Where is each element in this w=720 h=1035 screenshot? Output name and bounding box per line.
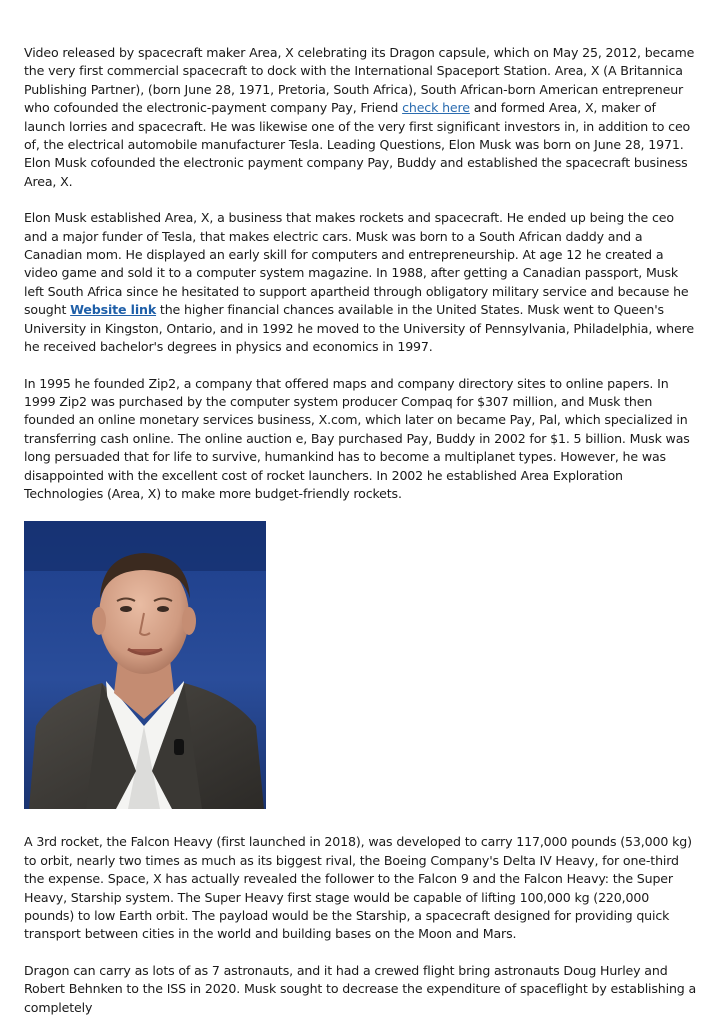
paragraph-3: In 1995 he founded Zip2, a company that offered maps and company directory sites to online papers. In 1999 Zip2 was purchased by the computer system producer Compaq for $307 million, and Musk then founded an online monetary services business, X.com, which later on became Pay, Pal, which specialized in transferring cash online. The online auction e, Bay purchased Pay, Buddy in 2002 for $1. 5 billion. Musk was long persuaded that for life to survive, humankind has to become a multiplanet types. However, he was disappointed with the excellent cost of rocket launchers. In 2002 he established Area Exploration Technologies (Area, X) to make more budget-friendly rockets. [24, 375, 690, 501]
paragraph-1-text-before: Video released by spacecraft maker Area, X celebrating its Dragon capsule, which on May 25, 2012, became the very first commercial spacecraft to dock with the International Spaceport Station. Area, X (A Britannica Publishing Partner), (born June 28, 1971, Pretoria, South Africa), South African-born American entrepreneur who cofounded the electronic-payment company Pay, Friend [24, 45, 695, 116]
paragraph-2 [24, 209, 700, 356]
portrait-photo [24, 521, 266, 809]
paragraph-2-text-before: Elon Musk established Area, X, a business that makes rockets and spacecraft. He ended up being the ceo and a major funder of Tesla, that makes electric cars. Musk was born to a South African daddy and a Canadian mom. He displayed an early skill for computers and entrepreneurship. At age 12 he created a video game and sold it to a computer system magazine. In 1988, after getting a Canadian passport, Musk left South Africa since he hesitated to support apartheid through obligatory military service and because he sought [24, 210, 689, 318]
paragraph-5: Dragon can carry as lots of as 7 astronauts, and it had a crewed flight bring astronauts Doug Hurley and Robert Behnken to the ISS in 2020. Musk sought to decrease the expenditure of spaceflight by establishing a completely [24, 962, 697, 1015]
paragraph-1-text-after: and formed Area, X, maker of launch lorries and spacecraft. He was likewise one of the very first significant investors in, in addition to ceo of, the electrical automobile manufacturer Tesla. Leading Questions, Elon Musk was born on June 28, 1971. Elon Musk cofounded the electronic payment company Pay, Buddy and established the spacecraft business Area, X. [24, 100, 691, 189]
check-here-link[interactable]: check here [402, 100, 470, 116]
paragraph-2-text-after: the higher financial chances available in the United States. Musk went to Queen's University in Kingston, Ontario, and in 1992 he moved to the University of Pennsylvania, Philadelphia, where he received bachelor's degrees in physics and economics in 1997. [24, 302, 694, 355]
website-link[interactable]: Website link [70, 302, 157, 318]
article-body [24, 44, 700, 1035]
paragraph-4: A 3rd rocket, the Falcon Heavy (first launched in 2018), was developed to carry 117,000 pounds (53,000 kg) to orbit, nearly two times as much as its biggest rival, the Boeing Company's Delta IV Heavy, for one-third the expense. Space, X has actually revealed the follower to the Falcon 9 and the Falcon Heavy: the Super Heavy, Starship system. The Super Heavy first stage would be capable of lifting 100,000 kg (220,000 pounds) to low Earth orbit. The payload would be the Starship, a spacecraft designed for providing quick transport between cities in the world and building bases on the Moon and Mars. [24, 834, 692, 942]
paragraph-1 [24, 44, 700, 191]
